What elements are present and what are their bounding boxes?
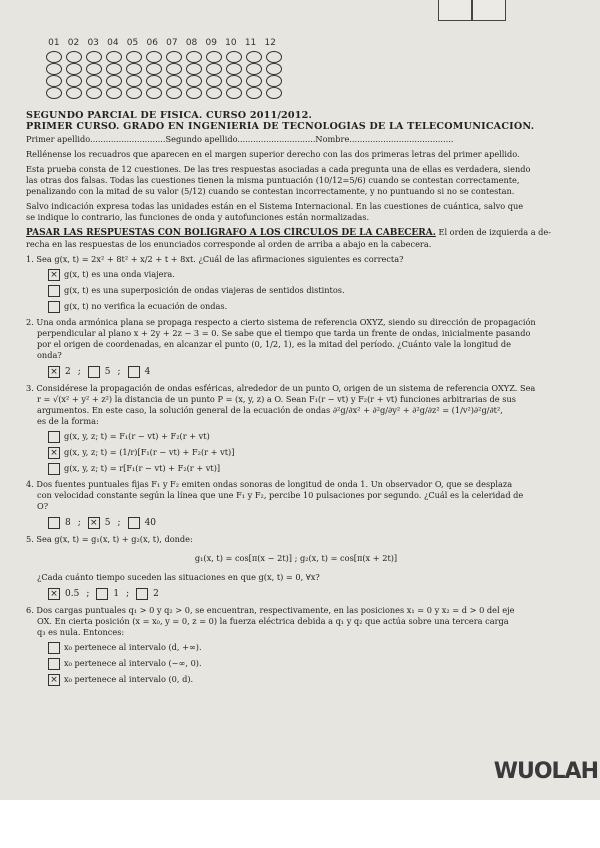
q2-line1: 2. Una onda armónica plana se propaga respecto a cierto sistema de referencia OXYZ, siendo su dirección de propagación <box>26 317 536 327</box>
answer-bubble[interactable] <box>266 51 282 63</box>
q1-checkbox-a[interactable]: × <box>48 269 60 281</box>
q4-line2: con velocidad constante según la línea que une F₁ y F₂, percibe 10 pulsaciones por segundo. ¿Cuál es la celeridad de <box>37 490 524 500</box>
instruction-p2-line3: penalizando con la mitad de su valor (5/12) cuando se contestan incorrectamente, y no puntuando si no se contestan. <box>26 186 515 196</box>
name-fields-line[interactable]: Primer apellido.............................Segundo apellido..............................Nombre........................................ <box>26 134 454 144</box>
answer-bubble[interactable] <box>206 75 222 87</box>
instruction-p4-line2: recha en las respuestas de los enunciados corresponde al orden de arriba a abajo en la cabecera. <box>26 239 432 249</box>
answer-bubble[interactable] <box>166 63 182 75</box>
answer-bubble[interactable] <box>266 75 282 87</box>
answer-bubble[interactable] <box>246 51 262 63</box>
answer-bubble[interactable] <box>206 87 222 99</box>
answer-bubble[interactable] <box>46 51 62 63</box>
q3-checkbox-b[interactable]: × <box>48 447 60 459</box>
q3-checkbox-c[interactable] <box>48 463 60 475</box>
q4-checkbox-a[interactable] <box>48 517 60 529</box>
answer-bubble[interactable] <box>46 75 62 87</box>
answer-bubble[interactable] <box>226 87 242 99</box>
q6-line1: 6. Dos cargas puntuales q₁ > 0 y q₂ > 0, se encuentran, respectivamente, en las posiciones x₁ = 0 y x₂ = d > 0 del eje <box>26 605 515 615</box>
bubble-number: 05 <box>126 38 139 48</box>
bubble-number: 11 <box>244 38 257 48</box>
answer-bubble[interactable] <box>206 51 222 63</box>
q5-line1: 5. Sea g(x, t) = g₁(x, t) + g₂(x, t), donde: <box>26 534 193 544</box>
q2-option-label: 4 <box>144 366 151 377</box>
q5-checkbox-c[interactable] <box>136 588 148 600</box>
q1-option-label: g(x, t) es una superposición de ondas viajeras de sentidos distintos. <box>64 285 345 295</box>
exam-subtitle: PRIMER CURSO. GRADO EN INGENIERÍA DE TECNOLOGÍAS DE LA TELECOMUNICACIÓN. <box>26 121 535 132</box>
answer-bubble[interactable] <box>186 87 202 99</box>
answer-bubble[interactable] <box>246 63 262 75</box>
bubble-grid <box>38 51 278 99</box>
instruction-p4-line1 <box>26 227 566 239</box>
q1-option-label: g(x, t) es una onda viajera. <box>64 269 175 279</box>
q4-checkbox-b[interactable]: × <box>88 517 100 529</box>
answer-bubble[interactable] <box>206 63 222 75</box>
q5-option-label: 1 <box>113 588 120 599</box>
q1-checkbox-b[interactable] <box>48 285 60 297</box>
q6-option-label: x₀ pertenece al intervalo (0, d). <box>64 674 194 684</box>
bubble-number: 02 <box>67 38 80 48</box>
q4-checkbox-c[interactable] <box>128 517 140 529</box>
answer-bubble[interactable] <box>246 87 262 99</box>
answer-bubble[interactable] <box>106 75 122 87</box>
q2-checkbox-a[interactable]: × <box>48 366 60 378</box>
answer-bubble[interactable] <box>126 63 142 75</box>
instruction-p1: Rellénense los recuadros que aparecen en el margen superior derecho con las dos primeras letras del primer apellido. <box>26 149 520 159</box>
surname-letter-box-1[interactable] <box>438 0 472 21</box>
answer-bubble[interactable] <box>126 75 142 87</box>
q1-stem: 1. Sea g(x, t) = 2x² + 8t² + x/2 + t + 8xt. ¿Cuál de las afirmaciones siguientes es correcta? <box>26 254 404 264</box>
q2-checkbox-c[interactable] <box>128 366 140 378</box>
answer-bubble[interactable] <box>146 75 162 87</box>
exam-title: SEGUNDO PARCIAL DE FISICA. CURSO 2011/2012. <box>26 110 313 121</box>
answer-bubble-header <box>38 38 278 99</box>
bubble-number: 08 <box>185 38 198 48</box>
q5-checkbox-b[interactable] <box>96 588 108 600</box>
q3-option-label: g(x, y, z; t) = (1/r)[F₁(r − vt) + F₂(r + vt)] <box>64 447 235 457</box>
bubble-number: 07 <box>166 38 178 48</box>
answer-bubble[interactable] <box>226 75 242 87</box>
q4-options: 8 ; × 5 ; 40 <box>48 516 566 530</box>
answer-bubble[interactable] <box>226 63 242 75</box>
answer-bubble[interactable] <box>146 87 162 99</box>
q3-option-b[interactable] <box>48 446 566 459</box>
bubble-number: 03 <box>87 38 99 48</box>
q1-option-c[interactable] <box>48 300 566 313</box>
instruction-p3-line2: se indique lo contrario, las funciones de onda y autofunciones están normalizadas. <box>26 212 370 222</box>
answer-bubble[interactable] <box>246 75 262 87</box>
q4-option-label: 5 <box>104 517 111 528</box>
bubble-number-row <box>46 38 278 51</box>
q6-option-a[interactable] <box>48 641 566 654</box>
q3-option-a[interactable] <box>48 430 566 443</box>
q5-checkbox-a[interactable]: × <box>48 588 60 600</box>
answer-bubble[interactable] <box>226 51 242 63</box>
instruction-p2-line2: las otras dos falsas. Todas las cuestiones tienen la misma puntuación (10/12=5/6) cuando se contestan correctamente, <box>26 175 520 185</box>
q6-checkbox-a[interactable] <box>48 642 60 654</box>
answer-bubble[interactable] <box>106 63 122 75</box>
answer-bubble[interactable] <box>86 63 102 75</box>
q3-checkbox-a[interactable] <box>48 431 60 443</box>
bubble-number: 01 <box>48 38 60 48</box>
answer-bubble[interactable] <box>186 63 202 75</box>
q6-checkbox-c[interactable]: × <box>48 674 60 686</box>
bubble-row-a <box>46 51 278 63</box>
instruction-p2-line1: Esta prueba consta de 12 cuestiones. De las tres respuestas asociadas a cada pregunta una de ellas es verdadera, siendo <box>26 164 531 174</box>
q1-option-label: g(x, t) no verifica la ecuación de ondas. <box>64 301 228 311</box>
q2-line4: onda? <box>37 350 62 360</box>
q6-option-c[interactable] <box>48 673 566 686</box>
q4-line3: O? <box>37 501 49 511</box>
q6-line2: OX. En cierta posición (x = x₀, y = 0, z = 0) la fuerza eléctrica debida a q₁ y q₂ que actúa sobre una tercera carga <box>37 616 509 626</box>
q5-equation: g₁(x, t) = cos[π(x − 2t)] ; g₂(x, t) = cos[π(x + 2t)] <box>194 553 398 563</box>
exam-content <box>26 110 566 686</box>
q3-option-label: g(x, y, z; t) = r[F₁(r − vt) + F₂(r + vt)] <box>64 463 221 473</box>
q3-line1: 3. Considérese la propagación de ondas esféricas, alrededor de un punto O, origen de un sistema de referencia OXYZ. Sea <box>26 383 536 393</box>
q6-line3: q₃ es nula. Entonces: <box>37 627 125 637</box>
answer-bubble[interactable] <box>46 63 62 75</box>
answer-bubble[interactable] <box>86 51 102 63</box>
answer-bubble[interactable] <box>86 75 102 87</box>
answer-bubble[interactable] <box>46 87 62 99</box>
answer-bubble[interactable] <box>166 87 182 99</box>
q2-line2: perpendicular al plano x + 2y + 2z − 3 = 0. Se sabe que el tiempo que tarda un frente de ondas, inicialmente pasando <box>37 328 531 338</box>
answer-bubble[interactable] <box>166 51 182 63</box>
answer-bubble[interactable] <box>186 75 202 87</box>
q3-line4: es de la forma: <box>37 416 99 426</box>
q3-option-label: g(x, y, z; t) = F₁(r − vt) + F₂(r + vt) <box>64 431 210 441</box>
instruction-p3-line1: Salvo indicación expresa todas las unidades están en el Sistema Internacional. En las cuestiones de cuántica, salvo que <box>26 201 524 211</box>
q4-line1: 4. Dos fuentes puntuales fijas F₁ y F₂ emiten ondas sonoras de longitud de onda 1. Un observador O, que se desplaza <box>26 479 513 489</box>
answer-bubble[interactable] <box>126 51 142 63</box>
q4-option-label: 8 <box>65 517 71 528</box>
q2-line3: por el origen de coordenadas, en alcanzar el punto (0, 1/2, 1), es la mitad del período. ¿Cuánto vale la longitud de <box>37 339 511 349</box>
q1-option-a[interactable] <box>48 268 566 281</box>
q3-option-c[interactable] <box>48 462 566 475</box>
answer-bubble[interactable] <box>186 51 202 63</box>
pen-instruction: PASAR LAS RESPUESTAS CON BOLÍGRAFO A LOS CÍRCULOS DE LA CABECERA. <box>26 228 436 238</box>
q1-checkbox-c[interactable] <box>48 301 60 313</box>
bubble-number: 12 <box>264 38 276 48</box>
answer-bubble[interactable] <box>106 87 122 99</box>
q2-option-label: 2 <box>65 366 71 377</box>
q5-option-label: 2 <box>153 588 159 599</box>
q3-line3: argumentos. En este caso, la solución general de la ecuación de ondas ∂²g/∂x² + ∂²g/∂y² + ∂²g/∂z² = (1/v²)∂²g/∂t², <box>37 405 503 415</box>
answer-bubble[interactable] <box>66 87 82 99</box>
q5-option-label: 0.5 <box>65 588 80 599</box>
answer-bubble[interactable] <box>66 51 82 63</box>
bubble-row-c <box>46 75 278 87</box>
q6-option-label: x₀ pertenece al intervalo (−∞, 0). <box>64 658 202 668</box>
wuolah-watermark-logo: WUOLAH <box>493 759 598 784</box>
bubble-number: 06 <box>146 38 158 48</box>
q4-option-label: 40 <box>144 517 157 528</box>
bubble-number: 10 <box>225 38 237 48</box>
q1-option-b[interactable] <box>48 284 566 297</box>
answer-bubble[interactable] <box>266 63 282 75</box>
answer-bubble[interactable] <box>146 51 162 63</box>
q3-line2: r = √(x² + y² + z²) la distancia de un punto P = (x, y, z) a O. Sean F₁(r − vt) y F₂(r + vt) funciones arbitrarias de sus <box>37 394 516 404</box>
q2-option-label: 5 <box>104 366 111 377</box>
answer-bubble[interactable] <box>146 63 162 75</box>
answer-bubble[interactable] <box>66 63 82 75</box>
q6-checkbox-b[interactable] <box>48 658 60 670</box>
bubble-row-b <box>46 63 278 75</box>
q2-options: × 2 ; 5 ; 4 <box>48 365 566 379</box>
q6-option-label: x₀ pertenece al intervalo (d, +∞). <box>64 642 202 652</box>
bubble-row-d <box>46 87 278 99</box>
instruction-p4-rest: El orden de izquierda a de- <box>435 227 552 237</box>
answer-bubble[interactable] <box>106 51 122 63</box>
answer-bubble[interactable] <box>86 87 102 99</box>
bubble-number: 09 <box>205 38 217 48</box>
bubble-number: 04 <box>107 38 119 48</box>
answer-bubble[interactable] <box>126 87 142 99</box>
q2-checkbox-b[interactable] <box>88 366 100 378</box>
answer-bubble[interactable] <box>166 75 182 87</box>
surname-letter-box-2[interactable] <box>472 0 506 21</box>
answer-bubble[interactable] <box>266 87 282 99</box>
q6-option-b[interactable] <box>48 657 566 670</box>
q5-line2: ¿Cada cuánto tiempo suceden las situaciones en que g(x, t) = 0, ∀x? <box>37 572 320 582</box>
answer-bubble[interactable] <box>66 75 82 87</box>
q5-options: × 0.5 ; 1 ; 2 <box>48 587 566 601</box>
